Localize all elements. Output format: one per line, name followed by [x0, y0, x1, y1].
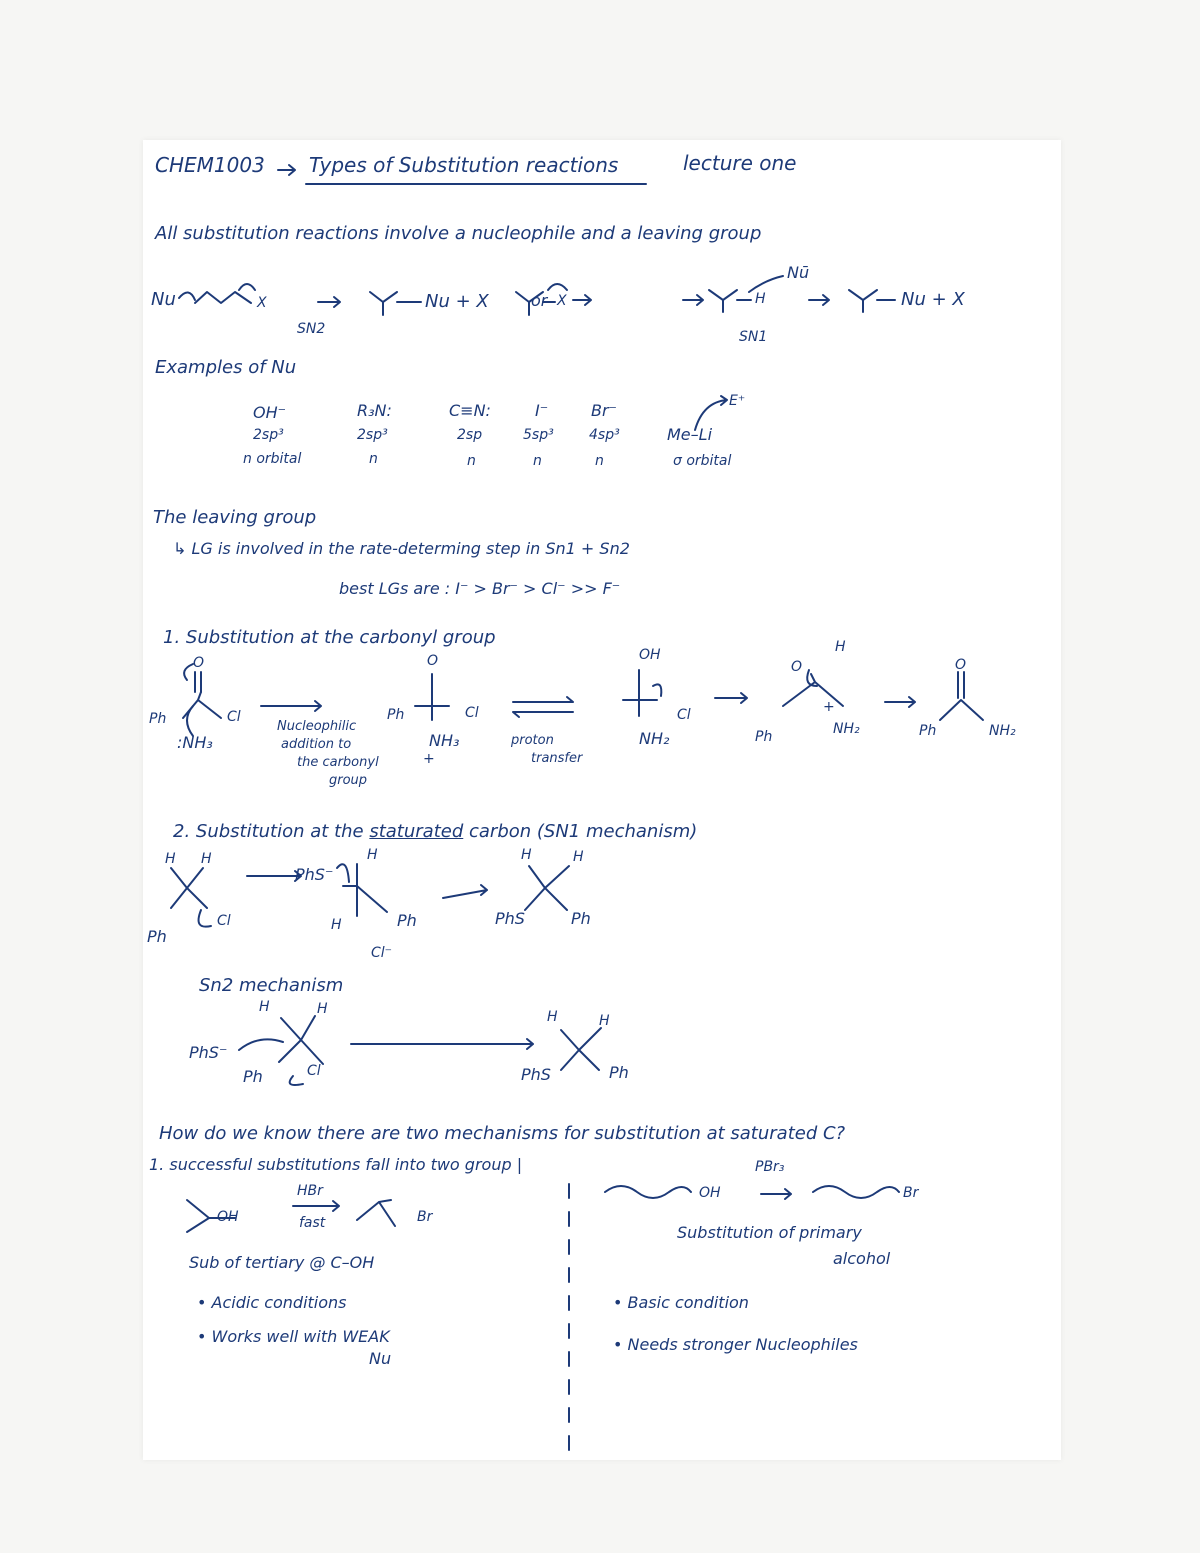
reaction-arrow-icon [761, 1189, 791, 1199]
or-label: or [531, 291, 548, 310]
right-oh: OH [699, 1185, 721, 1201]
right-label-1: Substitution of primary [677, 1223, 862, 1242]
sn2-product-h1: H [547, 1009, 558, 1025]
sn2-product-h2: H [599, 1013, 610, 1029]
product-b: Nu + X [901, 289, 965, 310]
primary-bromide-chain [813, 1186, 899, 1198]
alkyl-branch-c [849, 290, 895, 312]
substrate-bonds [171, 868, 207, 908]
curly-arrow-icon [199, 910, 211, 927]
reaction-arrow-icon [261, 701, 321, 711]
primary-alcohol-chain [605, 1186, 691, 1198]
curly-arrow-icon [337, 864, 349, 882]
notebook-page [143, 140, 1061, 1460]
nu-bar-label: Nū [787, 263, 810, 282]
nu-bromide: Br⁻ [591, 401, 617, 420]
leaving-group-note: ↳ LG is involved in the rate-determing step in Sn1 + Sn2 [173, 539, 630, 558]
tetrahedral-intermediate-2-bonds [623, 670, 657, 716]
right-br: Br [903, 1185, 919, 1201]
sn1-product-phs: PhS [495, 909, 525, 928]
nu-iodide-hyb: 5sp³ [523, 427, 554, 443]
course-code: CHEM1003 [155, 153, 265, 177]
reaction-arrow-icon [247, 871, 301, 881]
tetrahedral-intermediate-bonds [415, 674, 449, 720]
carbonyl-heading: 1. Substitution at the carbonyl group [163, 627, 496, 648]
amide-nh2: NH₂ [989, 723, 1016, 739]
product-a: Nu + X [425, 291, 489, 312]
intermediate-ph: Ph [387, 707, 405, 723]
header-arrow-icon [278, 165, 295, 175]
groups-intro: 1. successful substitutions fall into two group | [149, 1155, 523, 1174]
sn1-substrate-cl: Cl [217, 913, 231, 929]
sn2-substrate-bonds [279, 1016, 323, 1064]
reaction-arrow-icon [715, 693, 747, 703]
curly-arrow-icon [187, 706, 193, 736]
curly-arrow-icon [184, 664, 193, 680]
tertiary-bromide-bonds [357, 1200, 395, 1226]
sn1-product-bonds [525, 866, 569, 910]
iminium-ph: Ph [755, 729, 773, 745]
nu-r3n-hyb: 2sp³ [357, 427, 388, 443]
carbocation-bonds [343, 864, 387, 916]
intermediate2-oh: OH [639, 647, 661, 663]
nu-meli-orbital: σ orbital [673, 453, 732, 469]
left-br: Br [417, 1209, 433, 1225]
intro-text: All substitution reactions involve a nucleophile and a leaving group [155, 223, 762, 244]
reaction-arrow-icon [318, 297, 340, 307]
reaction-arrow-icon [443, 885, 487, 898]
sn1-label: SN1 [739, 329, 768, 345]
left-bullet-nu: Nu [369, 1349, 392, 1368]
reaction-arrow-icon [573, 295, 591, 305]
left-reagent: HBr [297, 1183, 323, 1199]
sn1-cation-h2: H [331, 917, 342, 933]
step1-line2: addition to [281, 737, 352, 752]
nu-cn-hyb: 2sp [457, 427, 483, 443]
nu-bromide-hyb: 4sp³ [589, 427, 620, 443]
curly-arrow-icon [653, 684, 661, 696]
sn2-substrate-h1: H [259, 999, 270, 1015]
curly-arrow-icon [179, 292, 195, 300]
sn2-substrate-ph: Ph [243, 1067, 263, 1086]
nu-meli: Me–Li [667, 425, 713, 444]
intermediate2-nh2: NH₂ [639, 729, 670, 748]
meli-electrophile: E⁺ [729, 393, 746, 409]
iminium-plus: + [823, 699, 835, 715]
step1-line1: Nucleophilic [277, 719, 357, 734]
nu-label: Nu [151, 289, 176, 310]
nu-bromide-orbital: n [595, 453, 604, 469]
right-bullet-strong: • Needs stronger Nucleophiles [613, 1335, 858, 1354]
right-bullet-basic: • Basic condition [613, 1293, 749, 1312]
leaving-group-ranking: best LGs are : I⁻ > Br⁻ > Cl⁻ >> F⁻ [339, 579, 621, 598]
sn1-product-h1: H [521, 847, 532, 863]
nu-iodide-orbital: n [533, 453, 542, 469]
left-label: Sub of tertiary @ C–OH [189, 1253, 375, 1272]
sn1-product-ph: Ph [571, 909, 591, 928]
intermediate-plus: + [423, 751, 435, 767]
curly-arrow-icon [239, 284, 255, 290]
curly-arrow-icon [290, 1076, 303, 1085]
step1-line4: group [329, 773, 368, 788]
sn1-substrate-h2: H [201, 851, 212, 867]
carbonyl-cl: Cl [227, 709, 241, 725]
right-label-2: alcohol [833, 1249, 891, 1268]
sn1-cation-ph: Ph [397, 911, 417, 930]
nu-oh: OH⁻ [253, 403, 287, 422]
sn2-product-phs: PhS [521, 1065, 551, 1084]
nu-oh-hyb: 2sp³ [253, 427, 284, 443]
left-bullet-acidic: • Acidic conditions [197, 1293, 347, 1312]
sn1-substrate-ph: Ph [147, 927, 167, 946]
reaction-arrow-icon [683, 295, 703, 305]
sn1-chloride: Cl⁻ [371, 945, 393, 961]
x-label-b: X [557, 293, 567, 309]
alkyl-chain-a [195, 292, 251, 303]
sn1-substrate-h1: H [165, 851, 176, 867]
examples-heading: Examples of Nu [155, 357, 297, 378]
sn1-cation-h1: H [367, 847, 378, 863]
carbonyl-o: O [193, 655, 205, 671]
right-reagent: PBr₃ [755, 1159, 785, 1175]
x-label: X [257, 295, 267, 311]
equilibrium-arrow-icon [513, 697, 573, 717]
step2-line1: proton [511, 733, 554, 748]
intermediate2-cl: Cl [677, 707, 691, 723]
sn2-label: SN2 [297, 321, 326, 337]
left-oh: OH [217, 1209, 239, 1225]
sn2-substrate-h2: H [317, 1001, 328, 1017]
sn2-heading: Sn2 mechanism [199, 975, 344, 996]
sn2-product-ph: Ph [609, 1063, 629, 1082]
step1-line3: the carbonyl [297, 755, 379, 770]
page-title: Types of Substitution reactions [309, 153, 619, 177]
nu-oh-orbital: n orbital [243, 451, 302, 467]
leaving-group-heading: The leaving group [153, 507, 317, 528]
amide-ph: Ph [919, 723, 937, 739]
intermediate-o: O [427, 653, 439, 669]
sn2-product-bonds [561, 1028, 601, 1070]
curly-arrow-icon [548, 284, 567, 290]
step2-line2: transfer [531, 751, 583, 766]
nucleophile-attack-arrow-icon [749, 276, 783, 292]
reaction-arrow-icon [809, 295, 829, 305]
two-mechanisms-question: How do we know there are two mechanisms for substitution at saturated C? [159, 1123, 846, 1144]
reaction-arrow-icon [885, 697, 915, 707]
amide-bonds [940, 672, 983, 720]
intermediate-cl: Cl [465, 705, 479, 721]
nu-cn-orbital: n [467, 453, 476, 469]
cation-branch [709, 290, 751, 312]
carbonyl-nh3: :NH₃ [177, 733, 213, 752]
intermediate-nh3: NH₃ [429, 731, 460, 750]
nu-iodide: I⁻ [535, 401, 549, 420]
lecture-label: lecture one [683, 151, 797, 175]
left-condition: fast [299, 1215, 326, 1231]
iminium-nh2: NH₂ [833, 721, 860, 737]
left-bullet-weak: • Works well with WEAK [197, 1327, 390, 1346]
sn1-product-h2: H [573, 849, 584, 865]
nu-r3n-orbital: n [369, 451, 378, 467]
iminium-o: O [791, 659, 803, 675]
reaction-arrow-icon [351, 1039, 533, 1049]
sn2-substrate-cl: Cl [307, 1063, 321, 1079]
curly-arrow-icon [239, 1039, 283, 1050]
carbonyl-double-bond [195, 672, 201, 692]
nu-cn: C≡N: [449, 401, 491, 420]
h-label: H [755, 291, 766, 307]
sn2-thiolate: PhS⁻ [189, 1043, 228, 1062]
amide-o: O [955, 657, 967, 673]
alkyl-branch-a [370, 292, 421, 315]
sn1-thiolate: PhS⁻ [295, 865, 334, 884]
iminium-h: H [835, 639, 846, 655]
reaction-arrow-icon [293, 1201, 339, 1211]
saturated-heading: 2. Substitution at the staturated carbon (SN1 mechanism) [173, 821, 698, 842]
carbonyl-ph: Ph [149, 711, 167, 727]
nu-r3n: R₃N: [357, 401, 392, 420]
